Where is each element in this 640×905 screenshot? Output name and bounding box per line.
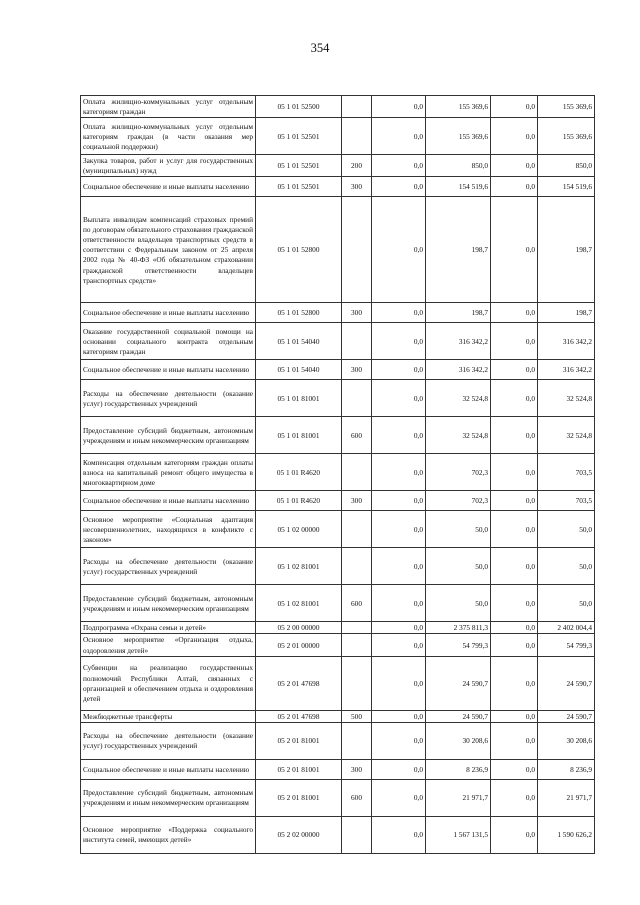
row-code: 05 1 01 R4620 [256, 454, 342, 491]
table-row [81, 511, 595, 548]
row-value-c: 0,0 [491, 323, 538, 360]
row-value-b: 32 524,8 [426, 417, 491, 454]
table-row [81, 722, 595, 759]
row-vr: 500 [342, 710, 372, 722]
row-value-b: 54 799,3 [426, 634, 491, 656]
table-row [81, 759, 595, 779]
row-value-a: 0,0 [372, 710, 426, 722]
row-value-d: 8 236,9 [538, 759, 595, 779]
row-name: Подпрограмма «Охрана семьи и детей» [81, 622, 256, 634]
row-vr [342, 548, 372, 585]
table-row [81, 656, 595, 710]
row-value-c: 0,0 [491, 759, 538, 779]
row-name: Основное мероприятие «Социальная адаптация несовершеннолетних, находящихся в конфликте с законом» [81, 511, 256, 548]
row-value-d: 703,5 [538, 491, 595, 511]
row-name: Закупка товаров, работ и услуг для государственных (муниципальных) нужд [81, 155, 256, 177]
row-value-b: 198,7 [426, 303, 491, 323]
row-vr: 300 [342, 303, 372, 323]
row-value-b: 50,0 [426, 585, 491, 622]
row-value-a: 0,0 [372, 417, 426, 454]
row-value-c: 0,0 [491, 511, 538, 548]
row-value-d: 198,7 [538, 303, 595, 323]
row-value-d: 32 524,8 [538, 417, 595, 454]
row-value-a: 0,0 [372, 96, 426, 118]
row-name: Оказание государственной социальной помощи на основании социального контракта отдельным категориям граждан [81, 323, 256, 360]
row-value-a: 0,0 [372, 155, 426, 177]
row-value-c: 0,0 [491, 417, 538, 454]
row-vr [342, 323, 372, 360]
row-value-b: 8 236,9 [426, 759, 491, 779]
row-value-b: 24 590,7 [426, 710, 491, 722]
row-value-b: 850,0 [426, 155, 491, 177]
row-value-a: 0,0 [372, 303, 426, 323]
row-value-d: 30 208,6 [538, 722, 595, 759]
row-name: Социальное обеспечение и иные выплаты населению [81, 759, 256, 779]
row-vr [342, 634, 372, 656]
row-value-c: 0,0 [491, 454, 538, 491]
table-row [81, 360, 595, 380]
table-row [81, 417, 595, 454]
row-value-c: 0,0 [491, 177, 538, 197]
row-vr [342, 197, 372, 303]
row-value-c: 0,0 [491, 622, 538, 634]
row-name: Субвенции на реализацию государственных полномочий Республики Алтай, связанных с организацией и обеспечением отдыха и оздоровления детей [81, 656, 256, 710]
row-value-b: 155 369,6 [426, 118, 491, 155]
row-value-c: 0,0 [491, 96, 538, 118]
row-value-d: 54 799,3 [538, 634, 595, 656]
row-code: 05 2 01 81001 [256, 722, 342, 759]
row-name: Межбюджетные трансферты [81, 710, 256, 722]
row-code: 05 1 01 52501 [256, 177, 342, 197]
row-vr [342, 816, 372, 853]
row-vr [342, 96, 372, 118]
row-value-c: 0,0 [491, 710, 538, 722]
row-code: 05 1 02 00000 [256, 511, 342, 548]
row-code: 05 2 01 47698 [256, 710, 342, 722]
row-code: 05 2 00 00000 [256, 622, 342, 634]
row-value-d: 316 342,2 [538, 360, 595, 380]
row-name: Расходы на обеспечение деятельности (оказание услуг) государственных учреждений [81, 548, 256, 585]
row-value-a: 0,0 [372, 511, 426, 548]
row-value-c: 0,0 [491, 380, 538, 417]
row-value-a: 0,0 [372, 491, 426, 511]
row-value-a: 0,0 [372, 759, 426, 779]
table-row [81, 548, 595, 585]
row-value-b: 32 524,8 [426, 380, 491, 417]
row-name: Предоставление субсидий бюджетным, автономным учреждениям и иным некоммерческим организациям [81, 417, 256, 454]
row-value-c: 0,0 [491, 816, 538, 853]
row-value-c: 0,0 [491, 585, 538, 622]
row-code: 05 1 02 81001 [256, 585, 342, 622]
row-name: Расходы на обеспечение деятельности (оказание услуг) государственных учреждений [81, 380, 256, 417]
row-vr [342, 622, 372, 634]
row-name: Социальное обеспечение и иные выплаты населению [81, 177, 256, 197]
row-name: Социальное обеспечение и иные выплаты населению [81, 491, 256, 511]
table-row [81, 303, 595, 323]
row-value-d: 154 519,6 [538, 177, 595, 197]
row-code: 05 1 01 52800 [256, 197, 342, 303]
row-vr: 300 [342, 177, 372, 197]
table-row [81, 177, 595, 197]
row-value-d: 2 402 004,4 [538, 622, 595, 634]
row-value-a: 0,0 [372, 634, 426, 656]
row-name: Компенсация отдельным категориям граждан оплаты взноса на капитальный ремонт общего имущества в многоквартирном доме [81, 454, 256, 491]
row-vr: 200 [342, 155, 372, 177]
row-value-a: 0,0 [372, 323, 426, 360]
table-row [81, 491, 595, 511]
table-row [81, 454, 595, 491]
row-value-b: 316 342,2 [426, 360, 491, 380]
table-row [81, 816, 595, 853]
row-name: Основное мероприятие «Организация отдыха, оздоровления детей» [81, 634, 256, 656]
row-value-a: 0,0 [372, 380, 426, 417]
table-row [81, 197, 595, 303]
table-row [81, 779, 595, 816]
row-value-b: 30 208,6 [426, 722, 491, 759]
row-value-c: 0,0 [491, 722, 538, 759]
row-value-c: 0,0 [491, 634, 538, 656]
row-value-d: 32 524,8 [538, 380, 595, 417]
row-vr [342, 722, 372, 759]
row-value-a: 0,0 [372, 454, 426, 491]
row-vr: 600 [342, 585, 372, 622]
row-name: Предоставление субсидий бюджетным, автономным учреждениям и иным некоммерческим организациям [81, 585, 256, 622]
row-value-d: 1 590 626,2 [538, 816, 595, 853]
row-name: Основное мероприятие «Поддержка социального института семей, имеющих детей» [81, 816, 256, 853]
row-value-b: 155 369,6 [426, 96, 491, 118]
row-value-c: 0,0 [491, 491, 538, 511]
row-name: Социальное обеспечение и иные выплаты населению [81, 360, 256, 380]
row-value-d: 24 590,7 [538, 710, 595, 722]
row-value-b: 50,0 [426, 548, 491, 585]
table-row [81, 585, 595, 622]
row-vr [342, 380, 372, 417]
row-value-d: 24 590,7 [538, 656, 595, 710]
row-code: 05 2 01 81001 [256, 779, 342, 816]
table-row [81, 96, 595, 118]
row-code: 05 2 02 00000 [256, 816, 342, 853]
table-row [81, 634, 595, 656]
row-value-b: 702,3 [426, 491, 491, 511]
row-value-c: 0,0 [491, 360, 538, 380]
row-value-b: 1 567 131,5 [426, 816, 491, 853]
row-code: 05 1 01 52501 [256, 155, 342, 177]
row-vr [342, 511, 372, 548]
row-value-b: 21 971,7 [426, 779, 491, 816]
row-vr: 600 [342, 779, 372, 816]
row-value-d: 155 369,6 [538, 96, 595, 118]
table-row [81, 323, 595, 360]
row-name: Предоставление субсидий бюджетным, автономным учреждениям и иным некоммерческим организациям [81, 779, 256, 816]
row-vr [342, 454, 372, 491]
row-value-a: 0,0 [372, 548, 426, 585]
row-value-a: 0,0 [372, 585, 426, 622]
table-row [81, 622, 595, 634]
table-body [81, 96, 595, 854]
row-vr: 300 [342, 759, 372, 779]
row-value-d: 155 369,6 [538, 118, 595, 155]
row-code: 05 1 01 52500 [256, 96, 342, 118]
row-value-a: 0,0 [372, 722, 426, 759]
row-value-a: 0,0 [372, 197, 426, 303]
row-vr [342, 118, 372, 155]
row-value-d: 850,0 [538, 155, 595, 177]
row-name: Расходы на обеспечение деятельности (оказание услуг) государственных учреждений [81, 722, 256, 759]
row-value-d: 198,7 [538, 197, 595, 303]
row-value-d: 316 342,2 [538, 323, 595, 360]
table-row [81, 118, 595, 155]
row-code: 05 2 01 81001 [256, 759, 342, 779]
row-value-c: 0,0 [491, 656, 538, 710]
row-name: Оплата жилищно-коммунальных услуг отдельным категориям граждан [81, 96, 256, 118]
row-code: 05 1 01 R4620 [256, 491, 342, 511]
row-vr: 300 [342, 491, 372, 511]
row-code: 05 1 02 81001 [256, 548, 342, 585]
row-value-b: 316 342,2 [426, 323, 491, 360]
row-code: 05 1 01 81001 [256, 417, 342, 454]
table-row [81, 380, 595, 417]
row-value-a: 0,0 [372, 656, 426, 710]
row-value-d: 50,0 [538, 548, 595, 585]
row-vr: 300 [342, 360, 372, 380]
row-value-c: 0,0 [491, 548, 538, 585]
row-value-a: 0,0 [372, 816, 426, 853]
row-value-c: 0,0 [491, 779, 538, 816]
row-value-a: 0,0 [372, 118, 426, 155]
row-code: 05 1 01 52800 [256, 303, 342, 323]
row-value-a: 0,0 [372, 779, 426, 816]
row-value-b: 50,0 [426, 511, 491, 548]
row-code: 05 2 01 00000 [256, 634, 342, 656]
row-value-c: 0,0 [491, 155, 538, 177]
row-code: 05 1 01 81001 [256, 380, 342, 417]
row-value-b: 2 375 811,3 [426, 622, 491, 634]
row-value-a: 0,0 [372, 177, 426, 197]
row-code: 05 2 01 47698 [256, 656, 342, 710]
row-code: 05 1 01 54040 [256, 323, 342, 360]
budget-table [80, 95, 595, 854]
row-value-c: 0,0 [491, 118, 538, 155]
row-value-a: 0,0 [372, 360, 426, 380]
row-value-b: 198,7 [426, 197, 491, 303]
row-vr: 600 [342, 417, 372, 454]
table-row [81, 155, 595, 177]
row-value-c: 0,0 [491, 197, 538, 303]
row-name: Социальное обеспечение и иные выплаты населению [81, 303, 256, 323]
row-vr [342, 656, 372, 710]
row-value-d: 50,0 [538, 585, 595, 622]
row-value-d: 50,0 [538, 511, 595, 548]
page-number: 354 [310, 41, 330, 55]
row-code: 05 1 01 52501 [256, 118, 342, 155]
row-value-d: 703,5 [538, 454, 595, 491]
row-value-b: 24 590,7 [426, 656, 491, 710]
row-value-c: 0,0 [491, 303, 538, 323]
row-value-d: 21 971,7 [538, 779, 595, 816]
row-code: 05 1 01 54040 [256, 360, 342, 380]
row-value-b: 702,3 [426, 454, 491, 491]
row-value-a: 0,0 [372, 622, 426, 634]
table-row [81, 710, 595, 722]
row-name: Оплата жилищно-коммунальных услуг отдельным категориям граждан (в части оказания мер социальной поддержки) [81, 118, 256, 155]
row-value-b: 154 519,6 [426, 177, 491, 197]
row-name: Выплата инвалидам компенсаций страховых премий по договорам обязательного страхования гражданской ответственности владельцев транспортных средств в соответствии с Федеральным законом от 25 апреля 2002 года № 40-ФЗ «Об обязательном страховании гражданской ответственности владельцев транспортных средств» [81, 197, 256, 303]
